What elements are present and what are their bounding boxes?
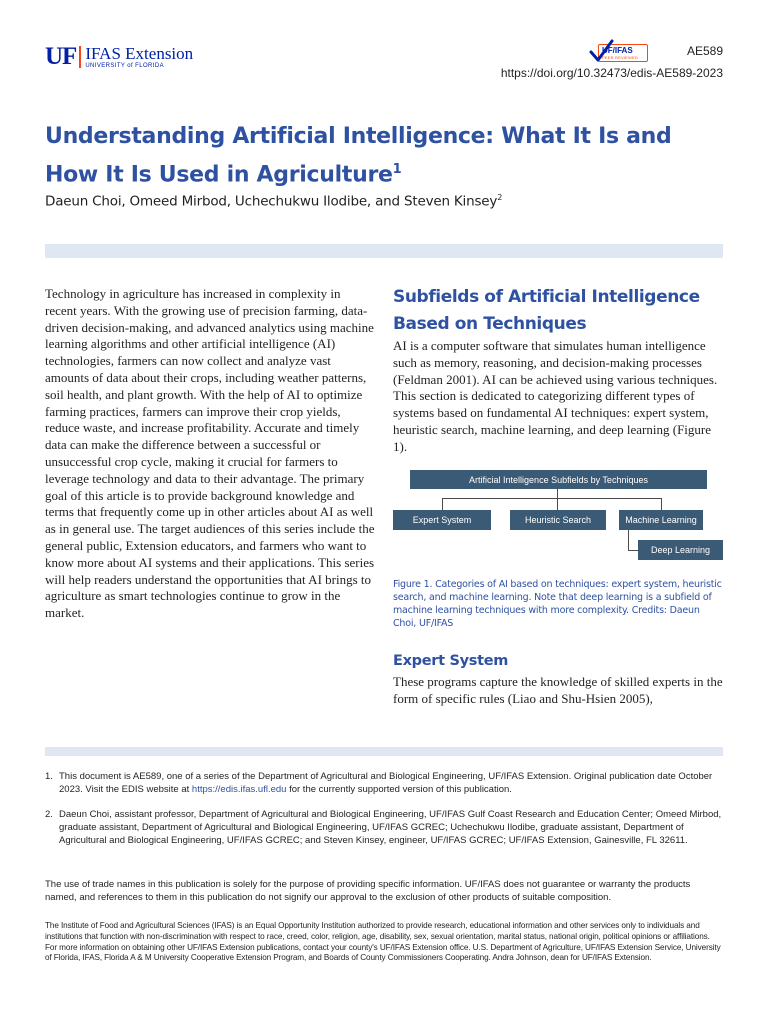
peer-reviewed-badge <box>588 38 650 66</box>
diagram-connector <box>442 498 661 499</box>
diagram-node-machine-learning: Machine Learning <box>619 510 703 530</box>
doi-link[interactable]: https://doi.org/10.32473/edis-AE589-2023 <box>500 66 723 80</box>
figure-caption: Figure 1. Categories of AI based on techniques: expert system, heuristic search, and machine learning. Note that deep learning is a subfield of machine learning techniques with more complexity. Credits: Daeun Choi, UF/IFAS <box>393 579 722 629</box>
subfields-section <box>393 284 723 456</box>
ai-subfields-diagram <box>393 468 723 564</box>
footnote-number: 1. <box>45 771 53 782</box>
trade-names-disclaimer: The use of trade names in this publication is solely for the purpose of providing specific information. UF/IFAS does not guarantee or warranty the products named, and references to them in this publication do not signify our approval to the exclusion of other products of suitable composition. <box>45 879 691 903</box>
equal-opportunity-statement: The Institute of Food and Agricultural Sciences (IFAS) is an Equal Opportunity Institution authorized to provide research, educational information and other services only to individuals and institutions that function with non-discrimination with respect to race, creed, color, religion, age, disability, sex, sexual orientation, marital status, national origin, political opinions or affiliations. For more information on obtaining other UF/IFAS Extension publications, contact your county's UF/IFAS Extension office. U.S. Department of Agriculture, UF/IFAS Extension Service, University of Florida, IFAS, Florida A & M University Cooperative Extension Program, and Boards of County Commissioners Cooperating. Andra Johnson, dean for UF/IFAS Extension. <box>45 921 721 963</box>
diagram-node-expert-system: Expert System <box>393 510 491 530</box>
footnote-1 <box>45 770 723 796</box>
diagram-root-node: Artificial Intelligence Subfields by Techniques <box>410 470 707 489</box>
intro-paragraph: Technology in agriculture has increased in complexity in recent years. With the growing use of precision farming, data-driven decision-making, and advanced analytics using machine learning algorithms and other artificial intelligence (AI) technologies, farmers can now collect and analyze vast amounts of data about their crops, including weather patterns, soil health, and plant growth. With the help of AI to optimize farming practices, farmers can improve their crop yields, reduce waste, and increase profitability. Accurate and timely data can make the difference between a successful or unsuccessful crop cycle, making it crucial for farmers to leverage technology and data to their advantage. The primary goal of this article is to provide background knowledge and terms that frequently come up in other articles about AI as well as in general use. The target audiences of this series include the general public, Extension educators, and farmers who want to know more about AI systems and their applications. This series will help readers understand the opportunities that AI brings to agriculture as smart technologies continue to grow in the market. <box>45 286 375 621</box>
diagram-connector <box>628 550 638 551</box>
diagram-connector <box>442 498 443 510</box>
author-footnote-ref[interactable]: 2 <box>497 193 503 202</box>
footnote-1-text: This document is AE589, one of a series of the Department of Agricultural and Biological Engineering, UF/IFAS Extension. Original publication date October 2023. Visit the EDIS website at <box>59 771 713 795</box>
diagram-node-deep-learning: Deep Learning <box>638 540 723 560</box>
diagram-connector <box>628 530 629 550</box>
logo-university-text: UNIVERSITY of FLORIDA <box>85 62 164 69</box>
footnote-1-text-end: for the currently supported version of this publication. <box>286 784 512 795</box>
footer-divider-bar <box>45 747 723 756</box>
publication-code: AE589 <box>686 44 723 58</box>
expert-system-heading: Expert System <box>393 653 509 669</box>
document-title <box>45 120 725 191</box>
edis-website-link[interactable]: https://edis.ifas.ufl.edu <box>191 784 287 795</box>
diagram-connector <box>661 498 662 510</box>
diagram-node-heuristic-search: Heuristic Search <box>510 510 606 530</box>
diagram-connector <box>557 489 558 510</box>
author-list <box>45 193 502 210</box>
subfields-heading: Subfields of Artificial Intelligence Based on Techniques <box>393 287 700 334</box>
title-footnote-ref[interactable]: 1 <box>392 162 402 177</box>
logo-ifas-text: IFAS Extension <box>85 43 194 63</box>
ifas-extension-logo[interactable] <box>45 44 193 70</box>
header-divider-bar <box>45 244 723 258</box>
logo-divider <box>79 46 81 68</box>
footnote-number: 2. <box>45 809 53 820</box>
expert-system-paragraph: These programs capture the knowledge of skilled experts in the form of specific rules (Liao and Shu-Hsien 2005), <box>393 674 723 706</box>
uf-logo-mark: UF <box>45 43 77 70</box>
title-text: Understanding Artificial Intelligence: What It Is and How It Is Used in Agriculture <box>45 124 672 188</box>
author-names: Daeun Choi, Omeed Mirbod, Uchechukwu Ilodibe, and Steven Kinsey <box>45 193 498 210</box>
badge-subtitle: PEER REVIEWED <box>602 55 638 60</box>
footnote-2-text: Daeun Choi, assistant professor, Department of Agricultural and Biological Engineering, UF/IFAS Gulf Coast Research and Education Center; Omeed Mirbod, graduate assistant, Department of Agricultural and Biological Engineering, UF/IFAS GCREC; Uchechukwu Ilodibe, graduate assistant, Department of Agricultural and Biological Engineering, UF/IFAS GCREC; and Steven Kinsey, engineer, UF/IFAS GCREC; UF/IFAS Extension, Gainesville, FL 32611. <box>59 809 722 846</box>
footnote-2 <box>45 808 723 847</box>
subfields-paragraph: AI is a computer software that simulates human intelligence such as memory, reasoning, and decision-making processes (Feldman 2001). AI can be achieved using various techniques. This section is dedicated to categorizing different types of systems based on fundamental AI techniques: expert system, heuristic search, machine learning, and deep learning (Figure 1). <box>393 338 718 454</box>
badge-title: UF/IFAS <box>602 46 633 55</box>
